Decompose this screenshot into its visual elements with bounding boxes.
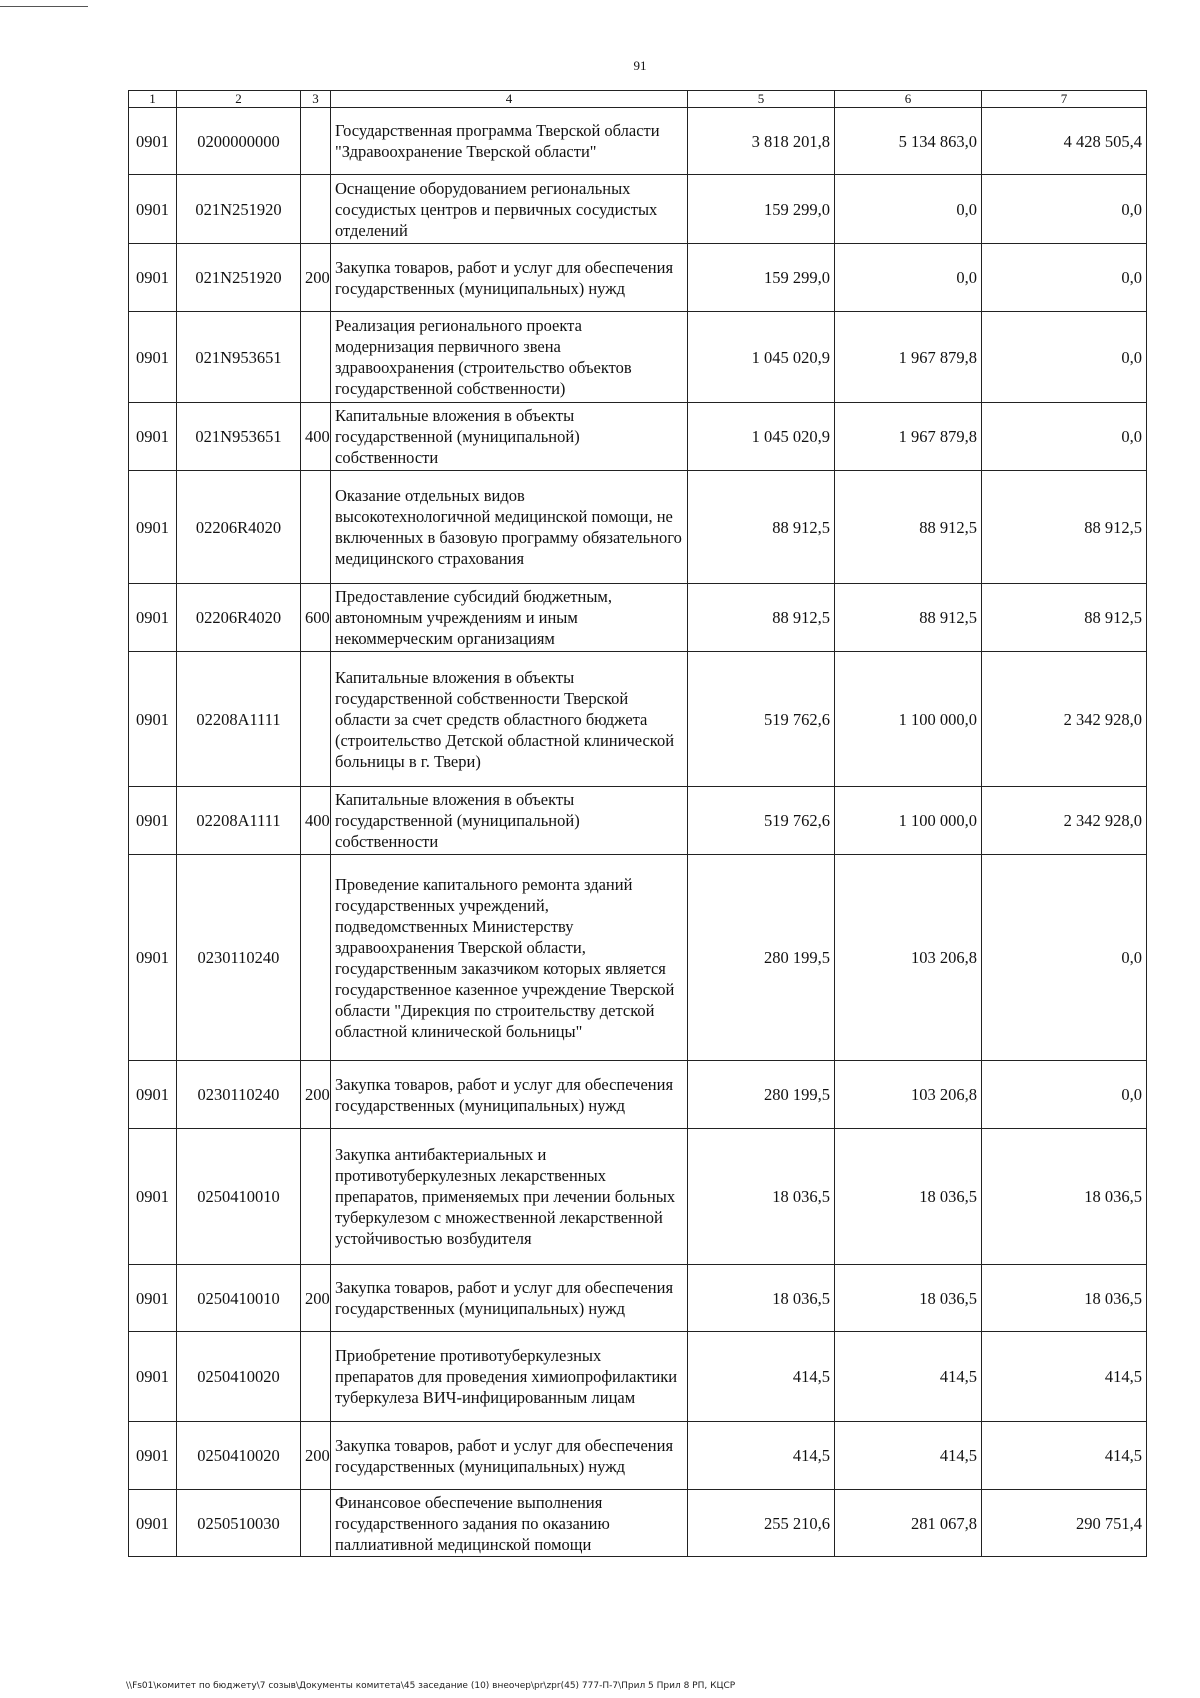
item-name-cell: Финансовое обеспечение выполнения государственного задания по оказанию паллиативной медицинской помощи bbox=[331, 1490, 688, 1557]
item-name-cell: Оказание отдельных видов высокотехнологичной медицинской помощи, не включенных в базовую программу обязательного медицинского страхования bbox=[331, 471, 688, 584]
section-code-cell: 0901 bbox=[129, 1332, 177, 1422]
amount-col7-cell: 414,5 bbox=[982, 1332, 1147, 1422]
table-row bbox=[129, 471, 1147, 584]
amount-col5-cell: 414,5 bbox=[688, 1422, 835, 1490]
table-row bbox=[129, 312, 1147, 403]
target-article-cell: 0230110240 bbox=[177, 855, 301, 1061]
expense-type-cell bbox=[301, 1490, 331, 1557]
target-article-cell: 0250410020 bbox=[177, 1332, 301, 1422]
expense-type-cell: 600 bbox=[301, 584, 331, 652]
amount-col5-cell: 519 762,6 bbox=[688, 787, 835, 855]
amount-col5-cell: 255 210,6 bbox=[688, 1490, 835, 1557]
item-name-cell: Закупка антибактериальных и противотуберкулезных лекарственных препаратов, применяемых при лечении больных туберкулезом с множественной лекарственной устойчивостью возбудителя bbox=[331, 1129, 688, 1265]
amount-col6-cell: 1 967 879,8 bbox=[835, 312, 982, 403]
expense-type-cell: 200 bbox=[301, 1422, 331, 1490]
amount-col6-cell: 18 036,5 bbox=[835, 1265, 982, 1332]
expense-type-cell: 200 bbox=[301, 1265, 331, 1332]
column-header: 4 bbox=[331, 91, 688, 108]
item-name-cell: Капитальные вложения в объекты государственной собственности Тверской области за счет средств областного бюджета (строительство Детской областной клинической больницы в г. Твери) bbox=[331, 652, 688, 787]
amount-col6-cell: 103 206,8 bbox=[835, 1061, 982, 1129]
amount-col6-cell: 103 206,8 bbox=[835, 855, 982, 1061]
amount-col6-cell: 1 967 879,8 bbox=[835, 403, 982, 471]
target-article-cell: 0200000000 bbox=[177, 108, 301, 175]
table-row bbox=[129, 1422, 1147, 1490]
table-row bbox=[129, 584, 1147, 652]
amount-col6-cell: 414,5 bbox=[835, 1332, 982, 1422]
expense-type-cell bbox=[301, 652, 331, 787]
amount-col7-cell: 88 912,5 bbox=[982, 584, 1147, 652]
amount-col5-cell: 159 299,0 bbox=[688, 175, 835, 244]
section-code-cell: 0901 bbox=[129, 855, 177, 1061]
section-code-cell: 0901 bbox=[129, 312, 177, 403]
amount-col7-cell: 0,0 bbox=[982, 1061, 1147, 1129]
amount-col6-cell: 0,0 bbox=[835, 244, 982, 312]
scan-artifact-line bbox=[0, 6, 88, 7]
section-code-cell: 0901 bbox=[129, 108, 177, 175]
item-name-cell: Капитальные вложения в объекты государственной (муниципальной) собственности bbox=[331, 787, 688, 855]
section-code-cell: 0901 bbox=[129, 244, 177, 312]
section-code-cell: 0901 bbox=[129, 1265, 177, 1332]
amount-col7-cell: 4 428 505,4 bbox=[982, 108, 1147, 175]
amount-col5-cell: 88 912,5 bbox=[688, 584, 835, 652]
table-row bbox=[129, 175, 1147, 244]
expense-type-cell: 200 bbox=[301, 1061, 331, 1129]
amount-col7-cell: 0,0 bbox=[982, 175, 1147, 244]
expense-type-cell: 400 bbox=[301, 403, 331, 471]
expense-type-cell: 400 bbox=[301, 787, 331, 855]
page-number: 91 bbox=[633, 58, 647, 73]
item-name-cell: Закупка товаров, работ и услуг для обеспечения государственных (муниципальных) нужд bbox=[331, 1061, 688, 1129]
amount-col5-cell: 414,5 bbox=[688, 1332, 835, 1422]
expense-type-cell bbox=[301, 1129, 331, 1265]
expense-type-cell bbox=[301, 175, 331, 244]
target-article-cell: 0230110240 bbox=[177, 1061, 301, 1129]
table-body bbox=[129, 108, 1147, 1557]
target-article-cell: 021N953651 bbox=[177, 403, 301, 471]
column-number-header-row bbox=[129, 91, 1147, 108]
expense-type-cell bbox=[301, 1332, 331, 1422]
amount-col5-cell: 159 299,0 bbox=[688, 244, 835, 312]
amount-col7-cell: 2 342 928,0 bbox=[982, 787, 1147, 855]
expense-type-cell bbox=[301, 312, 331, 403]
section-code-cell: 0901 bbox=[129, 652, 177, 787]
amount-col5-cell: 18 036,5 bbox=[688, 1129, 835, 1265]
table-row bbox=[129, 108, 1147, 175]
amount-col5-cell: 3 818 201,8 bbox=[688, 108, 835, 175]
column-header: 7 bbox=[982, 91, 1147, 108]
table-row bbox=[129, 403, 1147, 471]
amount-col7-cell: 0,0 bbox=[982, 312, 1147, 403]
expense-type-cell bbox=[301, 855, 331, 1061]
item-name-cell: Капитальные вложения в объекты государственной (муниципальной) собственности bbox=[331, 403, 688, 471]
table-row bbox=[129, 787, 1147, 855]
amount-col5-cell: 280 199,5 bbox=[688, 855, 835, 1061]
amount-col6-cell: 1 100 000,0 bbox=[835, 652, 982, 787]
table-row bbox=[129, 652, 1147, 787]
column-header: 1 bbox=[129, 91, 177, 108]
amount-col7-cell: 18 036,5 bbox=[982, 1129, 1147, 1265]
target-article-cell: 021N251920 bbox=[177, 175, 301, 244]
amount-col6-cell: 5 134 863,0 bbox=[835, 108, 982, 175]
amount-col5-cell: 88 912,5 bbox=[688, 471, 835, 584]
amount-col5-cell: 1 045 020,9 bbox=[688, 403, 835, 471]
amount-col6-cell: 88 912,5 bbox=[835, 471, 982, 584]
column-header: 6 bbox=[835, 91, 982, 108]
amount-col7-cell: 0,0 bbox=[982, 403, 1147, 471]
section-code-cell: 0901 bbox=[129, 1061, 177, 1129]
amount-col7-cell: 18 036,5 bbox=[982, 1265, 1147, 1332]
amount-col7-cell: 0,0 bbox=[982, 244, 1147, 312]
amount-col7-cell: 2 342 928,0 bbox=[982, 652, 1147, 787]
footer-file-path: \\Fs01\комитет по бюджету\7 созыв\Документы комитета\45 заседание (10) внеочер\pr\zpr(45) 777-П-7\Прил 5 Прил 8 РП, КЦСР bbox=[126, 1681, 736, 1691]
section-code-cell: 0901 bbox=[129, 1129, 177, 1265]
target-article-cell: 02206R4020 bbox=[177, 584, 301, 652]
amount-col6-cell: 414,5 bbox=[835, 1422, 982, 1490]
item-name-cell: Предоставление субсидий бюджетным, автономным учреждениям и иным некоммерческим организациям bbox=[331, 584, 688, 652]
target-article-cell: 0250410010 bbox=[177, 1265, 301, 1332]
item-name-cell: Оснащение оборудованием региональных сосудистых центров и первичных сосудистых отделений bbox=[331, 175, 688, 244]
target-article-cell: 0250410020 bbox=[177, 1422, 301, 1490]
column-header: 3 bbox=[301, 91, 331, 108]
amount-col6-cell: 88 912,5 bbox=[835, 584, 982, 652]
budget-table bbox=[128, 90, 1147, 1557]
expense-type-cell bbox=[301, 108, 331, 175]
amount-col7-cell: 290 751,4 bbox=[982, 1490, 1147, 1557]
target-article-cell: 0250410010 bbox=[177, 1129, 301, 1265]
target-article-cell: 021N953651 bbox=[177, 312, 301, 403]
amount-col5-cell: 280 199,5 bbox=[688, 1061, 835, 1129]
table-row bbox=[129, 244, 1147, 312]
item-name-cell: Закупка товаров, работ и услуг для обеспечения государственных (муниципальных) нужд bbox=[331, 1422, 688, 1490]
amount-col5-cell: 18 036,5 bbox=[688, 1265, 835, 1332]
section-code-cell: 0901 bbox=[129, 471, 177, 584]
amount-col6-cell: 18 036,5 bbox=[835, 1129, 982, 1265]
section-code-cell: 0901 bbox=[129, 584, 177, 652]
column-header: 5 bbox=[688, 91, 835, 108]
amount-col5-cell: 1 045 020,9 bbox=[688, 312, 835, 403]
target-article-cell: 021N251920 bbox=[177, 244, 301, 312]
table-row bbox=[129, 1265, 1147, 1332]
amount-col5-cell: 519 762,6 bbox=[688, 652, 835, 787]
section-code-cell: 0901 bbox=[129, 1422, 177, 1490]
section-code-cell: 0901 bbox=[129, 1490, 177, 1557]
item-name-cell: Реализация регионального проекта модернизация первичного звена здравоохранения (строительство объектов государственной собственности) bbox=[331, 312, 688, 403]
section-code-cell: 0901 bbox=[129, 787, 177, 855]
table-row bbox=[129, 1061, 1147, 1129]
table-row bbox=[129, 1490, 1147, 1557]
amount-col7-cell: 414,5 bbox=[982, 1422, 1147, 1490]
table-row bbox=[129, 1129, 1147, 1265]
section-code-cell: 0901 bbox=[129, 175, 177, 244]
target-article-cell: 02208A1111 bbox=[177, 652, 301, 787]
item-name-cell: Закупка товаров, работ и услуг для обеспечения государственных (муниципальных) нужд bbox=[331, 244, 688, 312]
amount-col6-cell: 281 067,8 bbox=[835, 1490, 982, 1557]
amount-col6-cell: 0,0 bbox=[835, 175, 982, 244]
amount-col7-cell: 88 912,5 bbox=[982, 471, 1147, 584]
expense-type-cell: 200 bbox=[301, 244, 331, 312]
column-header: 2 bbox=[177, 91, 301, 108]
item-name-cell: Приобретение противотуберкулезных препаратов для проведения химиопрофилактики туберкулеза ВИЧ-инфицированным лицам bbox=[331, 1332, 688, 1422]
item-name-cell: Закупка товаров, работ и услуг для обеспечения государственных (муниципальных) нужд bbox=[331, 1265, 688, 1332]
target-article-cell: 02208A1111 bbox=[177, 787, 301, 855]
amount-col6-cell: 1 100 000,0 bbox=[835, 787, 982, 855]
target-article-cell: 02206R4020 bbox=[177, 471, 301, 584]
table-row bbox=[129, 1332, 1147, 1422]
target-article-cell: 0250510030 bbox=[177, 1490, 301, 1557]
amount-col7-cell: 0,0 bbox=[982, 855, 1147, 1061]
table-row bbox=[129, 855, 1147, 1061]
section-code-cell: 0901 bbox=[129, 403, 177, 471]
item-name-cell: Государственная программа Тверской области "Здравоохранение Тверской области" bbox=[331, 108, 688, 175]
expense-type-cell bbox=[301, 471, 331, 584]
item-name-cell: Проведение капитального ремонта зданий государственных учреждений, подведомственных Министерству здравоохранения Тверской области, государственным заказчиком которых является государственное казенное учреждение Тверской области "Дирекция по строительству детской областной клинической больницы" bbox=[331, 855, 688, 1061]
